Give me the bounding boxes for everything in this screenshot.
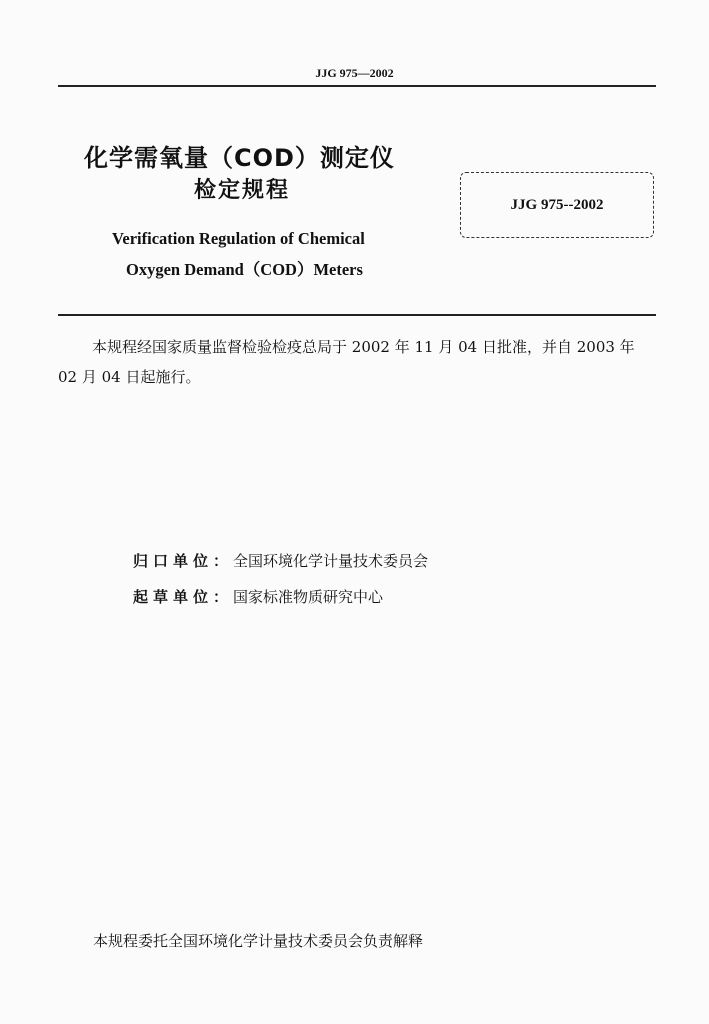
responsible-unit-label: 归口单位： <box>133 552 234 570</box>
standard-code: JJG 975--2002 <box>510 196 604 213</box>
document-title-cn-line2: 检定规程 <box>194 178 291 203</box>
document-title-en-line2: Oxygen Demand（COD）Meters <box>126 260 363 279</box>
drafting-unit-value: 国家标准物质研究中心 <box>233 588 384 606</box>
drafting-unit-label: 起草单位： <box>133 588 234 606</box>
standard-code-box <box>460 172 654 238</box>
drafting-unit-row <box>133 586 383 607</box>
section-rule <box>58 314 656 316</box>
document-title-cn: 化学需氧量（COD）测定仪 <box>84 144 395 172</box>
approval-statement: 本规程经国家质量监督检验检疫总局于 2002 年 11 月 04 日批准，并自 2003 年 02 月 04 日起施行。 <box>58 338 635 386</box>
running-header: JJG 975—2002 <box>315 66 394 80</box>
responsible-unit-value: 全国环境化学计量技术委员会 <box>233 552 429 570</box>
responsible-unit-row <box>133 550 428 571</box>
document-title-en: Verification Regulation of Chemical <box>112 229 365 248</box>
interpretation-note: 本规程委托全国环境化学计量技术委员会负责解释 <box>93 932 424 950</box>
top-rule <box>58 85 656 87</box>
